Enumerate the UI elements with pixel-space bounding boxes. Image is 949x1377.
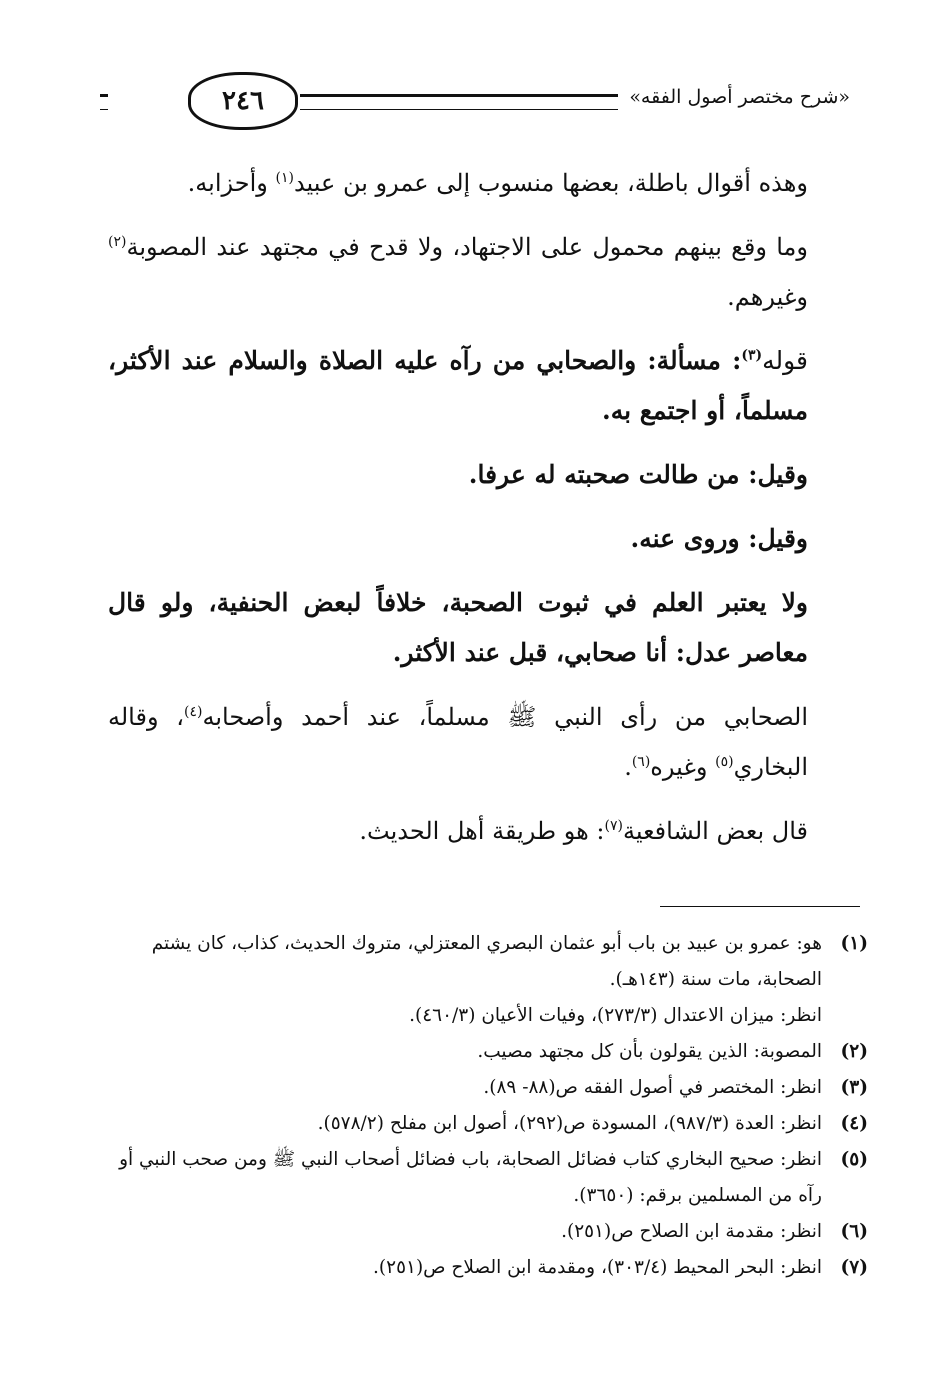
footnote-7: (٧)انظر: البحر المحيط (٣٠٣/٤)، ومقدمة ابن الصلاح ص(٢٥١).	[373, 1257, 868, 1278]
footnote-6: (٦)انظر: مقدمة ابن الصلاح ص(٢٥١).	[561, 1221, 868, 1242]
footnote-ref-6: (٦)	[631, 754, 651, 770]
paragraph-3: الصحابي من رأى النبي ﷺ مسلماً، عند أحمد وأصحابه$^{(٤)}$، وقاله البخاري$^{(٥)}$ وغيره$^{(٦)}$.	[108, 703, 808, 781]
footnote-ref-4: (٤)	[183, 704, 203, 720]
page-header	[100, 72, 850, 128]
footnote-ref-5: (٥)	[715, 754, 734, 770]
header-rule-left	[100, 94, 108, 110]
matn-paragraph-1: قوله$^{(٣)}$: مسألة: والصحابي من رآه عليه الصلاة والسلام عند الأكثر، مسلماً، أو اجتمع به.	[108, 346, 808, 425]
footnote-ref-2: (٢)	[108, 234, 127, 250]
footnote-1-continued: انظر: ميزان الاعتدال (٢٧٣/٣)، وفيات الأعيان (٤٦٠/٣).	[409, 1005, 822, 1026]
footnote-2: (٢)المصوبة: الذين يقولون بأن كل مجتهد مصيب.	[477, 1041, 868, 1062]
paragraph-2: وما وقع بينهم محمول على الاجتهاد، ولا قدح في مجتهد عند المصوبة$^{(٢)}$ وغيرهم.	[108, 233, 808, 311]
footnote-ref-1: (١)	[275, 170, 294, 186]
paragraph-4: قال بعض الشافعية$^{(٧)}$: هو طريقة أهل الحديث.	[359, 817, 808, 845]
matn-paragraph-3: وقيل: وروى عنه.	[630, 524, 808, 553]
main-text	[108, 158, 858, 870]
paragraph-1: وهذه أقوال باطلة، بعضها منسوب إلى عمرو بن عبيد$^{(١)}$ وأحزابه.	[187, 169, 808, 197]
matn-paragraph-2: وقيل: من طالت صحبته له عرفا.	[468, 460, 808, 489]
page-number: ٢٤٦	[188, 72, 298, 130]
footnote-1: (١)هو: عمرو بن عبيد بن باب أبو عثمان البصري المعتزلي، متروك الحديث، كذاب، كان يشتم الصحابة، مات سنة (١٤٣هـ).	[151, 933, 868, 990]
footnote-5: (٥)انظر: صحيح البخاري كتاب فضائل الصحابة، باب فضائل أصحاب النبي ﷺ ومن صحب النبي أو رآه من المسلمين برقم: (٣٦٥٠).	[119, 1149, 868, 1206]
footnotes	[108, 926, 868, 1286]
footnote-3: (٣)انظر: المختصر في أصول الفقه ص(٨٨- ٨٩).	[483, 1077, 868, 1098]
footnote-ref-7: (٧)	[604, 818, 623, 834]
footnote-ref-3: (٣)	[741, 347, 763, 364]
matn-paragraph-4: ولا يعتبر العلم في ثبوت الصحبة، خلافاً لبعض الحنفية، ولو قال معاصر عدل: أنا صحابي، قبل عند الأكثر.	[108, 588, 808, 667]
footnote-4: (٤)انظر: العدة (٩٨٧/٣)، المسودة ص(٢٩٢)، أصول ابن مفلح (٥٧٨/٢).	[317, 1113, 868, 1134]
footnote-divider	[660, 906, 860, 907]
running-title: «شرح مختصر أصول الفقه»	[629, 86, 850, 108]
header-rule-right	[300, 94, 618, 110]
